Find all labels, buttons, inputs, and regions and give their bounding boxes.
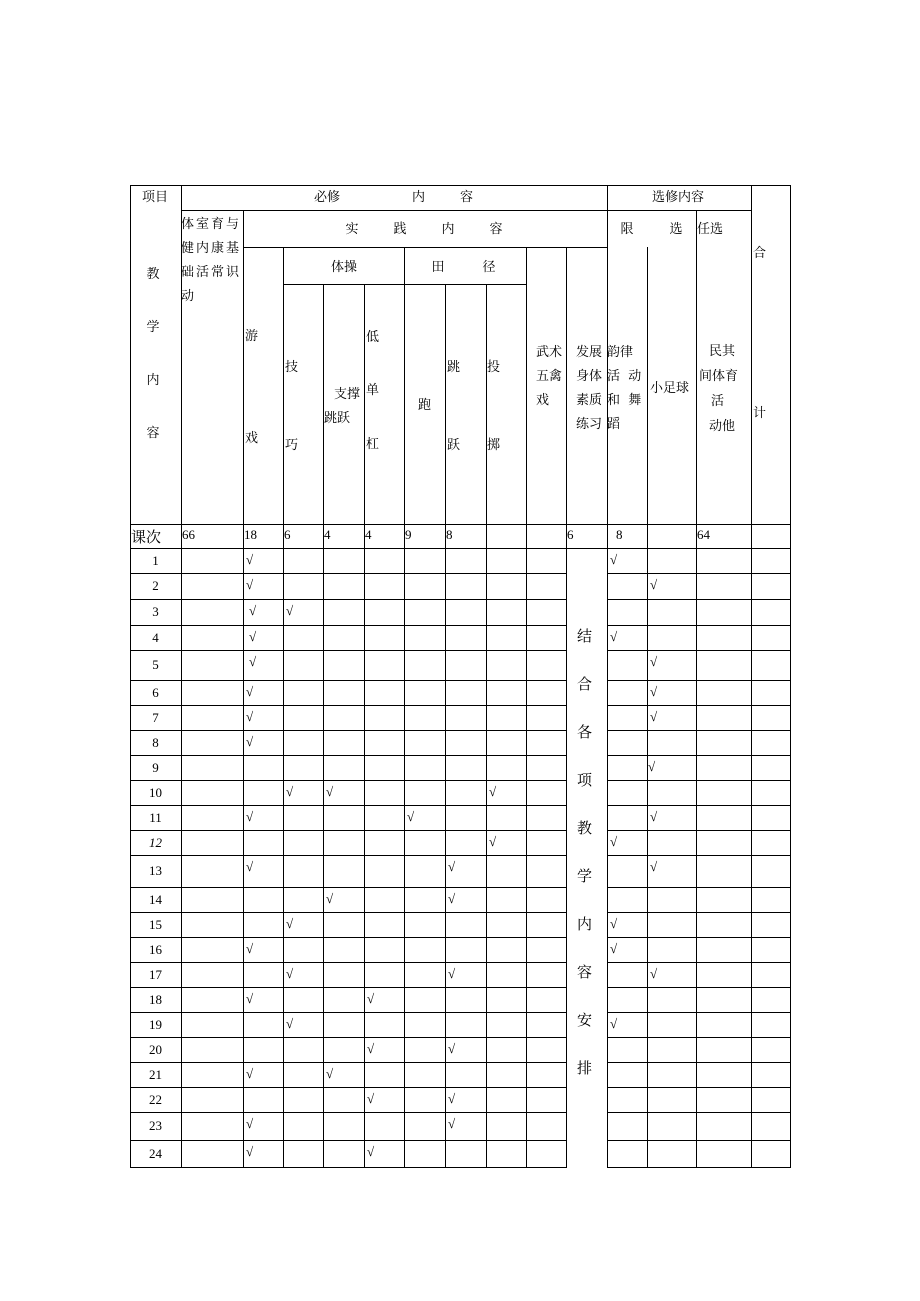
keci-value: 6	[567, 527, 574, 542]
row-number: 14	[149, 892, 162, 907]
header-row-line	[181, 210, 752, 211]
header-yunlv: 韵律	[607, 345, 634, 360]
col-line	[445, 284, 446, 1168]
col-line	[607, 185, 608, 1168]
row-number: 15	[149, 917, 162, 932]
header-minjian: 民其	[709, 344, 736, 359]
keci-row-bottom	[130, 548, 791, 549]
check-mark: √	[650, 709, 658, 724]
check-mark: √	[448, 1041, 456, 1056]
header-zhicheng: 支撑	[334, 387, 361, 402]
header-ticao: 体操	[330, 260, 357, 275]
keci-label: 课次	[131, 528, 162, 546]
row-number: 23	[149, 1118, 162, 1133]
header-touzhi: 投	[487, 360, 501, 375]
row-line	[607, 1087, 791, 1088]
check-mark: √	[448, 966, 456, 981]
row-line	[130, 599, 567, 600]
row-number: 12	[149, 835, 162, 850]
header-row-line	[283, 284, 527, 285]
row-number: 4	[152, 630, 159, 645]
check-mark: √	[367, 1091, 375, 1106]
check-mark: √	[448, 1091, 456, 1106]
row-line	[607, 1140, 791, 1141]
check-mark: √	[249, 603, 257, 618]
row-number: 24	[149, 1146, 162, 1161]
header-renxuan: 任选	[697, 222, 724, 237]
row-line	[607, 650, 791, 651]
check-mark: √	[246, 684, 254, 699]
header-tianjing: 田	[431, 260, 445, 275]
check-mark: √	[286, 916, 294, 931]
keci-value: 66	[182, 527, 195, 542]
check-mark: √	[648, 759, 656, 774]
row-number: 21	[149, 1067, 162, 1082]
col-line	[283, 247, 284, 1168]
keci-value: 8	[616, 527, 623, 542]
row-line	[130, 805, 567, 806]
check-mark: √	[448, 1116, 456, 1131]
header-jiaoxue-neirong: 容	[146, 426, 160, 441]
check-mark: √	[650, 809, 658, 824]
header-fazhan: 身体	[576, 369, 603, 384]
header-jichu-zhishi: 础活常识	[181, 265, 242, 280]
row-line	[607, 1062, 791, 1063]
check-mark: √	[650, 654, 658, 669]
col-line	[486, 284, 487, 1168]
header-shijian: 容	[489, 222, 503, 237]
header-jiaoxue-neirong: 学	[146, 320, 160, 335]
header-tiaoyue: 跳	[447, 360, 461, 375]
row-number: 17	[149, 967, 162, 982]
header-jichu-zhishi: 体室育与	[181, 217, 242, 232]
check-mark: √	[367, 991, 375, 1006]
keci-value: 18	[244, 527, 257, 542]
merged-note-char: 教	[577, 819, 593, 837]
check-mark: √	[489, 784, 497, 799]
check-mark: √	[610, 916, 618, 931]
header-heji: 计	[753, 406, 767, 421]
check-mark: √	[650, 577, 658, 592]
header-heji: 合	[753, 246, 767, 261]
keci-value: 8	[446, 527, 453, 542]
merged-note-char: 排	[577, 1059, 593, 1077]
check-mark: √	[610, 552, 618, 567]
row-number: 10	[149, 785, 162, 800]
row-number: 7	[152, 710, 159, 725]
header-wushu: 五禽	[536, 369, 563, 384]
row-number: 11	[149, 810, 162, 825]
check-mark: √	[610, 941, 618, 956]
header-touzhi: 掷	[487, 438, 501, 453]
row-line	[130, 650, 567, 651]
row-number: 22	[149, 1092, 162, 1107]
check-mark: √	[650, 684, 658, 699]
header-didangang: 低	[366, 330, 380, 345]
col-line	[696, 210, 697, 1168]
row-line	[607, 730, 791, 731]
row-line	[607, 855, 791, 856]
check-mark: √	[448, 891, 456, 906]
check-mark: √	[249, 629, 257, 644]
col-line	[404, 247, 405, 1168]
row-number: 13	[149, 863, 162, 878]
row-line	[130, 855, 567, 856]
row-line	[130, 987, 567, 988]
header-yunlv: 和 舞	[607, 393, 642, 408]
row-line	[607, 780, 791, 781]
row-line	[607, 755, 791, 756]
header-bixiu-nei: 内	[412, 190, 426, 205]
check-mark: √	[246, 941, 254, 956]
header-jiaoxue-neirong: 内	[146, 373, 160, 388]
merged-note-char: 项	[577, 771, 593, 789]
header-xiangmu: 项目	[141, 190, 168, 205]
row-line	[130, 937, 567, 938]
check-mark: √	[610, 1016, 618, 1031]
header-youxi: 游	[245, 329, 259, 344]
header-zhicheng: 跳跃	[324, 411, 351, 426]
row-line	[130, 730, 567, 731]
row-line	[607, 680, 791, 681]
row-line	[130, 887, 567, 888]
row-line	[130, 780, 567, 781]
header-didangang: 单	[366, 383, 380, 398]
col-line	[751, 185, 752, 1168]
row-line	[607, 625, 791, 626]
header-minjian: 间体育	[699, 369, 739, 384]
check-mark: √	[326, 1066, 334, 1081]
header-wushu: 戏	[536, 393, 550, 408]
check-mark: √	[246, 1116, 254, 1131]
row-number: 6	[152, 685, 159, 700]
row-line	[130, 1140, 567, 1141]
table-border-top	[130, 185, 791, 186]
row-line	[607, 962, 791, 963]
header-pao: 跑	[418, 398, 432, 413]
row-line	[130, 1062, 567, 1063]
keci-value: 9	[405, 527, 412, 542]
merged-note-char: 学	[577, 867, 593, 885]
header-wushu: 武术	[536, 345, 563, 360]
check-mark: √	[246, 991, 254, 1006]
header-jichu-zhishi: 健内康基	[181, 241, 242, 256]
row-line	[607, 1037, 791, 1038]
check-mark: √	[246, 552, 254, 567]
row-line	[607, 599, 791, 600]
header-fazhan: 发展	[576, 345, 603, 360]
merged-note-char: 合	[577, 675, 593, 693]
check-mark: √	[246, 709, 254, 724]
check-mark: √	[650, 966, 658, 981]
row-number: 19	[149, 1017, 162, 1032]
header-shijian: 实	[345, 222, 359, 237]
check-mark: √	[489, 834, 497, 849]
col-line	[364, 284, 365, 1168]
check-mark: √	[448, 859, 456, 874]
row-line	[130, 755, 567, 756]
keci-row-top	[130, 524, 791, 525]
header-row-line	[243, 247, 608, 248]
row-number: 16	[149, 942, 162, 957]
row-line	[130, 912, 567, 913]
header-minjian: 活	[711, 394, 725, 409]
merged-note-char: 安	[577, 1011, 593, 1029]
row-line	[607, 1112, 791, 1113]
check-mark: √	[249, 654, 257, 669]
row-line	[607, 987, 791, 988]
check-mark: √	[610, 834, 618, 849]
row-line	[130, 573, 567, 574]
merged-note-char: 容	[577, 963, 593, 981]
header-yunlv: 活 动	[607, 369, 642, 384]
check-mark: √	[246, 809, 254, 824]
header-shijian: 践	[393, 222, 407, 237]
header-youxi: 戏	[245, 431, 259, 446]
header-didangang: 杠	[366, 437, 380, 452]
row-line	[607, 1167, 791, 1168]
table-border-right	[790, 185, 791, 1168]
col-line	[243, 210, 244, 1168]
row-line	[130, 680, 567, 681]
header-xianxuan: 限	[620, 222, 634, 237]
header-jiqiao: 技	[285, 360, 299, 375]
merged-note-char: 结	[577, 627, 593, 645]
row-line	[607, 937, 791, 938]
row-line	[607, 705, 791, 706]
keci-value: 64	[697, 527, 710, 542]
row-line	[130, 1087, 567, 1088]
check-mark: √	[246, 734, 254, 749]
keci-value: 6	[284, 527, 291, 542]
row-line	[130, 830, 567, 831]
row-number: 9	[152, 760, 159, 775]
row-line	[607, 1012, 791, 1013]
row-number: 1	[152, 553, 159, 568]
row-line	[130, 1112, 567, 1113]
row-number: 20	[149, 1042, 162, 1057]
check-mark: √	[246, 1066, 254, 1081]
check-mark: √	[246, 859, 254, 874]
check-mark: √	[286, 603, 294, 618]
row-line	[130, 1167, 567, 1168]
row-number: 3	[152, 604, 159, 619]
header-bixiu-rong: 容	[460, 190, 474, 205]
row-line	[607, 912, 791, 913]
header-xuanxiu: 选修内容	[651, 190, 704, 205]
row-line	[130, 625, 567, 626]
header-fazhan: 练习	[576, 417, 603, 432]
header-bixiu: 必修	[314, 190, 341, 205]
row-line	[607, 805, 791, 806]
header-xianxuan: 选	[669, 222, 683, 237]
merged-note-char: 各	[577, 723, 593, 741]
check-mark: √	[367, 1144, 375, 1159]
row-number: 8	[152, 735, 159, 750]
row-line	[607, 573, 791, 574]
col-line	[647, 247, 648, 1168]
check-mark: √	[367, 1041, 375, 1056]
row-line	[607, 830, 791, 831]
check-mark: √	[286, 1016, 294, 1031]
check-mark: √	[286, 784, 294, 799]
row-line	[130, 962, 567, 963]
row-number: 2	[152, 578, 159, 593]
header-shijian: 内	[441, 222, 455, 237]
check-mark: √	[407, 809, 415, 824]
keci-value: 4	[324, 527, 331, 542]
header-minjian: 动他	[709, 419, 736, 434]
header-yunlv: 蹈	[607, 417, 621, 432]
row-line	[130, 705, 567, 706]
row-line	[607, 887, 791, 888]
header-jiqiao: 巧	[285, 438, 299, 453]
check-mark: √	[610, 629, 618, 644]
check-mark: √	[326, 784, 334, 799]
header-jichu-zhishi: 动	[181, 289, 197, 304]
check-mark: √	[650, 859, 658, 874]
keci-value: 4	[365, 527, 372, 542]
header-fazhan: 素质	[576, 393, 603, 408]
check-mark: √	[246, 577, 254, 592]
header-tianjing: 径	[482, 260, 496, 275]
merged-note-char: 内	[577, 915, 593, 933]
header-jiaoxue-neirong: 教	[146, 267, 160, 282]
header-tiaoyue: 跃	[447, 438, 461, 453]
row-number: 5	[152, 657, 159, 672]
col-line	[566, 247, 567, 1168]
col-line	[526, 247, 527, 1168]
row-number: 18	[149, 992, 162, 1007]
check-mark: √	[326, 891, 334, 906]
header-xiaozuqiu: 小足球	[650, 381, 690, 396]
check-mark: √	[246, 1144, 254, 1159]
row-line	[130, 1037, 567, 1038]
check-mark: √	[286, 966, 294, 981]
row-line	[130, 1012, 567, 1013]
